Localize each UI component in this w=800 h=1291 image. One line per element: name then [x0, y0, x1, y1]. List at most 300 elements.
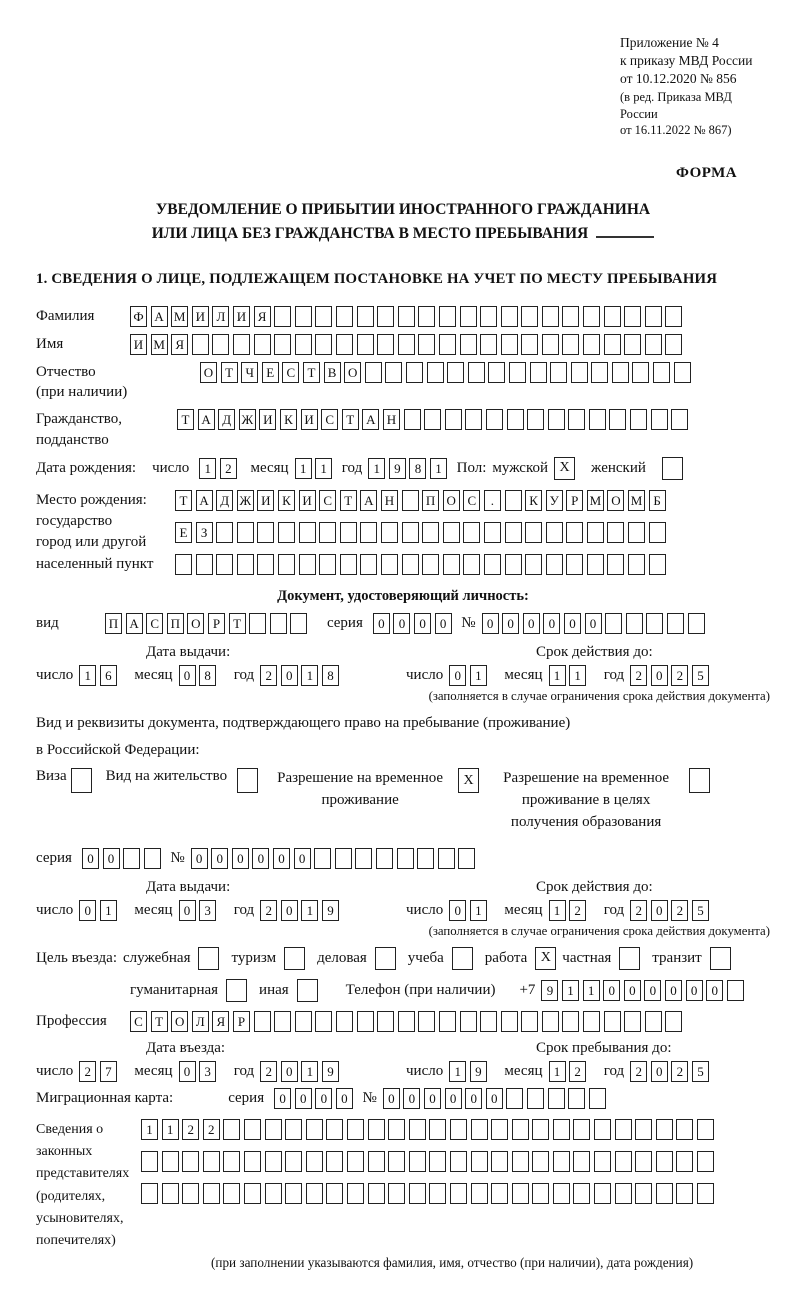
char-cell: О	[443, 490, 460, 511]
option-visa-label: Виза	[36, 768, 67, 785]
surname-row	[36, 306, 770, 327]
char-cell	[445, 409, 462, 430]
char-cell: 0	[273, 848, 290, 869]
char-cell: К	[278, 490, 295, 511]
char-cell	[244, 1183, 261, 1204]
char-cell: 0	[543, 613, 560, 634]
char-cell	[532, 1151, 549, 1172]
char-cell: 0	[211, 848, 228, 869]
purpose-other-label: иная	[259, 981, 289, 998]
phone-prefix: +7	[519, 981, 536, 998]
char-cell: 2	[569, 1061, 586, 1082]
profession-cells	[130, 1011, 686, 1032]
name-cells	[130, 334, 686, 355]
char-cell	[409, 1183, 426, 1204]
citizenship-row	[36, 409, 770, 450]
char-cell: 9	[541, 980, 558, 1001]
purpose-label: Цель въезда:	[36, 949, 117, 966]
char-cell: И	[130, 334, 147, 355]
char-cell	[676, 1183, 693, 1204]
residence-issue-year-cells	[260, 900, 342, 921]
char-cell: 2	[182, 1119, 199, 1140]
char-cell	[315, 306, 332, 327]
char-cell: 0	[315, 1088, 332, 1109]
char-cell	[607, 522, 624, 543]
char-cell: А	[362, 409, 379, 430]
form-title	[36, 198, 770, 245]
char-cell: У	[546, 490, 563, 511]
char-cell	[501, 306, 518, 327]
char-cell	[429, 1151, 446, 1172]
doc-valid-day-cells	[449, 665, 490, 686]
char-cell	[249, 613, 266, 634]
char-cell	[463, 522, 480, 543]
char-cell	[314, 848, 331, 869]
char-cell: 2	[79, 1061, 96, 1082]
doc-kind-row	[36, 613, 770, 634]
char-cell: М	[171, 306, 188, 327]
char-cell	[402, 554, 419, 575]
char-cell: 1	[79, 665, 96, 686]
char-cell: Т	[175, 490, 192, 511]
char-cell	[336, 1011, 353, 1032]
char-cell	[290, 613, 307, 634]
char-cell	[512, 1119, 529, 1140]
residence-valid-col	[406, 879, 770, 945]
doc-valid-line: число 0 1 месяц 1 1 год 2 0 2 5	[406, 665, 770, 686]
char-cell: 1	[100, 900, 117, 921]
birth-place-labels: Место рождения: государство город или другой населенный пункт	[36, 491, 154, 572]
birth-year-cells	[368, 458, 450, 479]
char-cell	[486, 409, 503, 430]
profession-row	[36, 1011, 770, 1032]
char-cell	[306, 1183, 323, 1204]
char-cell	[223, 1151, 240, 1172]
char-cell	[141, 1183, 158, 1204]
birth-place-cells-2	[175, 522, 669, 543]
birth-day-label: число	[152, 460, 190, 477]
char-cell	[443, 554, 460, 575]
char-cell	[398, 334, 415, 355]
char-cell	[587, 554, 604, 575]
char-cell	[295, 334, 312, 355]
char-cell: 1	[562, 980, 579, 1001]
char-cell	[697, 1183, 714, 1204]
option-residence-permit-label: Вид на жительство	[105, 768, 228, 785]
char-cell	[463, 554, 480, 575]
char-cell	[651, 409, 668, 430]
patronymic-cells	[200, 362, 694, 383]
char-cell	[589, 1088, 606, 1109]
citizenship-label: Гражданство, подданство	[36, 411, 123, 448]
char-cell: Ч	[241, 362, 258, 383]
char-cell	[397, 848, 414, 869]
char-cell: Т	[229, 613, 246, 634]
doc-kind-label: вид	[36, 615, 59, 632]
char-cell: Ф	[130, 306, 147, 327]
char-cell: 2	[630, 665, 647, 686]
profession-label: Профессия	[36, 1012, 107, 1029]
char-cell: 1	[162, 1119, 179, 1140]
char-cell: 5	[692, 665, 709, 686]
char-cell: Т	[221, 362, 238, 383]
char-cell	[357, 1011, 374, 1032]
char-cell	[381, 522, 398, 543]
char-cell	[632, 362, 649, 383]
char-cell: 0	[651, 665, 668, 686]
char-cell	[223, 1119, 240, 1140]
char-cell: П	[167, 613, 184, 634]
char-cell	[388, 1151, 405, 1172]
char-cell	[388, 1183, 405, 1204]
char-cell	[612, 362, 629, 383]
stay-year-cells	[630, 1061, 712, 1082]
char-cell	[583, 306, 600, 327]
char-cell: А	[196, 490, 213, 511]
char-cell: 1	[315, 458, 332, 479]
char-cell: 0	[585, 613, 602, 634]
char-cell	[562, 1011, 579, 1032]
phone-cells	[541, 980, 747, 1001]
char-cell	[665, 334, 682, 355]
purpose-transit-label: транзит	[652, 949, 702, 966]
sex-male-checkbox: X	[554, 457, 575, 480]
char-cell	[216, 522, 233, 543]
char-cell	[573, 1151, 590, 1172]
char-cell: 0	[624, 980, 641, 1001]
purpose-private-label: частная	[562, 949, 612, 966]
char-cell	[417, 848, 434, 869]
phone-label: Телефон (при наличии)	[345, 981, 496, 998]
char-cell: С	[319, 490, 336, 511]
residence-options-row	[36, 768, 770, 833]
char-cell	[562, 334, 579, 355]
char-cell: 0	[424, 1088, 441, 1109]
char-cell: 1	[301, 665, 318, 686]
char-cell: 2	[630, 900, 647, 921]
char-cell	[254, 1011, 271, 1032]
doc-number-cells	[482, 613, 709, 634]
char-cell	[607, 554, 624, 575]
residence-intro-1: Вид и реквизиты документа, подтверждающего право на пребывание (проживание)	[36, 714, 571, 731]
appendix-line: от 10.12.2020 № 856	[620, 71, 737, 87]
char-cell	[450, 1119, 467, 1140]
char-cell	[615, 1183, 632, 1204]
char-cell: Т	[303, 362, 320, 383]
char-cell	[315, 1011, 332, 1032]
residence-issue-day-cells	[79, 900, 120, 921]
option-residence-permit-checkbox	[237, 768, 258, 793]
char-cell: 2	[671, 900, 688, 921]
char-cell: М	[151, 334, 168, 355]
purpose-humanitarian-checkbox	[226, 979, 247, 1002]
stay-until-line: число 1 9 месяц 1 2 год 2 0 2 5	[406, 1061, 770, 1082]
purpose-row-2	[130, 979, 770, 1002]
surname-label: Фамилия	[36, 308, 95, 325]
char-cell	[649, 522, 666, 543]
migration-series-label: серия	[228, 1089, 265, 1106]
char-cell: Р	[233, 1011, 250, 1032]
char-cell: Е	[262, 362, 279, 383]
char-cell: 5	[692, 1061, 709, 1082]
char-cell	[438, 848, 455, 869]
char-cell	[512, 1183, 529, 1204]
char-cell: Я	[171, 334, 188, 355]
char-cell	[429, 1119, 446, 1140]
char-cell	[424, 409, 441, 430]
char-cell: 9	[389, 458, 406, 479]
entry-day-cells	[79, 1061, 120, 1082]
char-cell: 3	[199, 900, 216, 921]
char-cell	[460, 334, 477, 355]
char-cell	[604, 334, 621, 355]
char-cell: 0	[644, 980, 661, 1001]
char-cell	[589, 409, 606, 430]
purpose-work-checkbox: X	[535, 947, 556, 970]
entry-dates-block	[36, 1040, 770, 1082]
entry-month-cells	[179, 1061, 220, 1082]
revision-line: (в ред. Приказа МВД России	[620, 89, 732, 121]
char-cell: 0	[373, 613, 390, 634]
char-cell	[203, 1183, 220, 1204]
residence-issue-col	[36, 879, 406, 945]
char-cell	[480, 334, 497, 355]
char-cell	[553, 1119, 570, 1140]
char-cell	[254, 334, 271, 355]
char-cell: 1	[301, 900, 318, 921]
char-cell	[491, 1183, 508, 1204]
char-cell	[270, 613, 287, 634]
char-cell	[649, 554, 666, 575]
migration-number-cells	[383, 1088, 610, 1109]
residence-valid-year-cells	[630, 900, 712, 921]
char-cell	[562, 306, 579, 327]
char-cell	[357, 334, 374, 355]
char-cell: Е	[175, 522, 192, 543]
birth-day-cells	[199, 458, 240, 479]
char-cell: 0	[564, 613, 581, 634]
char-cell	[688, 613, 705, 634]
migration-number-label: №	[362, 1089, 377, 1106]
char-cell	[265, 1151, 282, 1172]
residence-series-cells	[82, 848, 164, 869]
residence-valid-line: число 0 1 месяц 1 2 год 2 0 2 5	[406, 900, 770, 921]
doc-issue-col	[36, 644, 406, 710]
char-cell: О	[607, 490, 624, 511]
migration-series-cells	[274, 1088, 356, 1109]
char-cell	[521, 1011, 538, 1032]
char-cell	[223, 1183, 240, 1204]
char-cell: 0	[179, 1061, 196, 1082]
residence-series-row	[36, 848, 770, 869]
doc-issue-line: число 1 6 месяц 0 8 год 2 0 1 8	[36, 665, 406, 686]
char-cell	[144, 848, 161, 869]
char-cell: 6	[100, 665, 117, 686]
char-cell	[377, 334, 394, 355]
char-cell	[278, 554, 295, 575]
char-cell: Ж	[237, 490, 254, 511]
char-cell	[480, 306, 497, 327]
char-cell	[326, 1151, 343, 1172]
stay-day-cells	[449, 1061, 490, 1082]
char-cell	[192, 334, 209, 355]
doc-issue-heading: Дата выдачи:	[146, 643, 231, 660]
char-cell	[591, 362, 608, 383]
char-cell	[385, 362, 402, 383]
char-cell: 0	[414, 613, 431, 634]
char-cell	[676, 1151, 693, 1172]
char-cell	[653, 362, 670, 383]
char-cell	[376, 848, 393, 869]
char-cell	[409, 1119, 426, 1140]
char-cell	[587, 522, 604, 543]
char-cell	[398, 1011, 415, 1032]
char-cell: 1	[295, 458, 312, 479]
char-cell	[427, 362, 444, 383]
char-cell: В	[324, 362, 341, 383]
char-cell	[546, 554, 563, 575]
char-cell	[460, 1011, 477, 1032]
char-cell: 2	[260, 665, 277, 686]
char-cell: 5	[692, 900, 709, 921]
char-cell	[527, 409, 544, 430]
char-cell	[532, 1119, 549, 1140]
residence-valid-heading: Срок действия до:	[536, 878, 653, 895]
char-cell: 0	[706, 980, 723, 1001]
residence-intro-2: в Российской Федерации:	[36, 742, 200, 759]
char-cell: 0	[403, 1088, 420, 1109]
char-cell: Н	[381, 490, 398, 511]
char-cell	[377, 306, 394, 327]
char-cell: 2	[671, 1061, 688, 1082]
char-cell	[646, 613, 663, 634]
doc-number-label: №	[461, 615, 476, 632]
char-cell: 0	[393, 613, 410, 634]
char-cell: О	[171, 1011, 188, 1032]
char-cell: 0	[82, 848, 99, 869]
representatives-cells-3	[141, 1183, 718, 1204]
char-cell	[491, 1119, 508, 1140]
char-cell: 2	[260, 1061, 277, 1082]
char-cell	[458, 848, 475, 869]
char-cell: И	[257, 490, 274, 511]
migration-card-label: Миграционная карта:	[36, 1089, 174, 1106]
char-cell	[418, 1011, 435, 1032]
char-cell: С	[463, 490, 480, 511]
char-cell	[274, 306, 291, 327]
char-cell	[468, 362, 485, 383]
char-cell	[216, 554, 233, 575]
appendix-note	[620, 34, 770, 139]
char-cell	[568, 1088, 585, 1109]
purpose-business-checkbox	[198, 947, 219, 970]
char-cell: 0	[523, 613, 540, 634]
char-cell	[566, 522, 583, 543]
char-cell: А	[151, 306, 168, 327]
char-cell	[471, 1151, 488, 1172]
char-cell: 1	[569, 665, 586, 686]
birth-date-row	[36, 457, 770, 480]
char-cell	[237, 554, 254, 575]
char-cell: 2	[203, 1119, 220, 1140]
char-cell	[265, 1183, 282, 1204]
char-cell	[257, 522, 274, 543]
char-cell	[727, 980, 744, 1001]
purpose-work-label: работа	[484, 949, 528, 966]
char-cell	[368, 1151, 385, 1172]
char-cell	[244, 1119, 261, 1140]
char-cell	[347, 1119, 364, 1140]
patronymic-row	[36, 362, 770, 403]
form-title-line2: ИЛИ ЛИЦА БЕЗ ГРАЖДАНСТВА В МЕСТО ПРЕБЫВАНИЯ	[36, 222, 770, 245]
char-cell	[439, 1011, 456, 1032]
residence-valid-day-cells	[449, 900, 490, 921]
char-cell: С	[321, 409, 338, 430]
char-cell	[505, 490, 522, 511]
char-cell	[626, 613, 643, 634]
char-cell	[471, 1119, 488, 1140]
char-cell: Я	[254, 306, 271, 327]
char-cell	[274, 334, 291, 355]
char-cell	[295, 306, 312, 327]
char-cell: П	[422, 490, 439, 511]
char-cell: 0	[686, 980, 703, 1001]
char-cell	[123, 848, 140, 869]
char-cell: П	[105, 613, 122, 634]
stay-month-cells	[549, 1061, 590, 1082]
char-cell	[550, 362, 567, 383]
doc-issue-day-cells	[79, 665, 120, 686]
purpose-tourism-checkbox	[284, 947, 305, 970]
char-cell	[604, 1011, 621, 1032]
char-cell: 0	[294, 848, 311, 869]
char-cell: 0	[465, 1088, 482, 1109]
char-cell	[645, 1011, 662, 1032]
char-cell	[635, 1183, 652, 1204]
char-cell	[182, 1151, 199, 1172]
char-cell: 0	[281, 1061, 298, 1082]
char-cell	[340, 554, 357, 575]
char-cell	[299, 554, 316, 575]
char-cell	[244, 1151, 261, 1172]
char-cell	[656, 1119, 673, 1140]
residence-valid-month-cells	[549, 900, 590, 921]
char-cell	[509, 362, 526, 383]
char-cell: И	[301, 409, 318, 430]
purpose-study-label: учеба	[407, 949, 444, 966]
char-cell: Т	[340, 490, 357, 511]
char-cell: 0	[603, 980, 620, 1001]
patronymic-label: Отчество (при наличии)	[36, 363, 128, 401]
char-cell	[594, 1119, 611, 1140]
char-cell: И	[192, 306, 209, 327]
char-cell	[162, 1151, 179, 1172]
char-cell: Я	[212, 1011, 229, 1032]
char-cell: Р	[208, 613, 225, 634]
char-cell: 1	[430, 458, 447, 479]
char-cell: Б	[649, 490, 666, 511]
char-cell: Н	[383, 409, 400, 430]
stay-until-col	[406, 1040, 770, 1082]
char-cell	[542, 334, 559, 355]
char-cell: 1	[549, 1061, 566, 1082]
char-cell	[542, 306, 559, 327]
char-cell: И	[259, 409, 276, 430]
char-cell	[512, 1151, 529, 1172]
purpose-other-checkbox	[297, 979, 318, 1002]
char-cell	[315, 334, 332, 355]
char-cell	[285, 1151, 302, 1172]
